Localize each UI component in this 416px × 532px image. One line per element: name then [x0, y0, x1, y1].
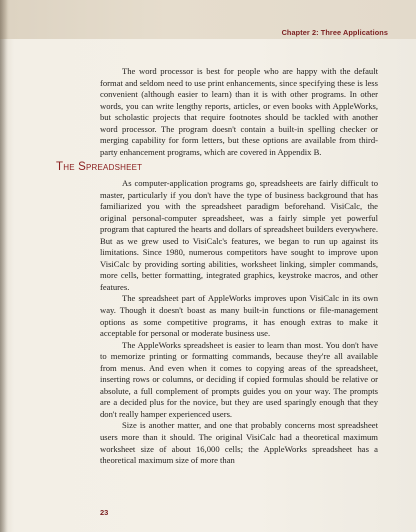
spine-shadow	[0, 0, 8, 532]
body-paragraph: The word processor is best for people who are happy with the default format and seldom need to use print enhancements, since specifying these is less convenient (although easier to learn) than it is with other programs. In other words, you can write lengthy reports, articles, or even books with AppleWorks, but scholastic projects that require footnotes should be tackled with another word processor. The program doesn't contain a built-in spelling checker or merging capability for form letters, but these options are available from third-party enhancement programs, which are covered in Appendix B.	[100, 66, 378, 157]
intro-text-block	[100, 66, 378, 158]
body-paragraph: Size is another matter, and one that probably concerns most spreadsheet users more than it should. The original VisiCalc had a theoretical maximum worksheet size of about 16,000 cells; the AppleWorks spreadsheet has a theoretical maximum size of more than	[100, 420, 378, 466]
chapter-running-head: Chapter 2: Three Applications	[281, 28, 388, 37]
body-paragraph: The spreadsheet part of AppleWorks improves upon VisiCalc in its own way. Though it doesn't boast as many built-in functions or file-management options as some competitive programs, it has enough extras to make it acceptable for personal or moderate business use.	[100, 293, 378, 339]
section-text-block	[100, 178, 378, 467]
body-paragraph: As computer-application programs go, spreadsheets are fairly difficult to master, particularly if you don't have the type of business background that has familiarized you with the spreadsheet paradigm beforehand. VisiCalc, the original personal-computer spreadsheet, was a fairly simple yet powerful program that captured the hearts and dollars of spreadsheet builders everywhere. But as we grew used to VisiCalc's features, we began to run up against its limitations. Since 1980, numerous competitors have sought to improve upon VisiCalc by providing sorting abilities, worksheet linking, simpler commands, more cells, better formatting, integrated graphics, keystroke macros, and other features.	[100, 178, 378, 292]
page-number: 23	[100, 508, 109, 517]
section-heading: The Spreadsheet	[56, 161, 143, 173]
running-header-bar	[0, 0, 416, 39]
body-paragraph: The AppleWorks spreadsheet is easier to learn than most. You don't have to memorize printing or formatting commands, because they're all available from menus. And even when it comes to copying areas of the spreadsheet, inserting rows or columns, or deciding if copied formulas should be relative or absolute, a full complement of prompts guides you on your way. The prompts are a decided plus for the novice, but they are used sparingly enough that they don't really hamper experienced users.	[100, 339, 378, 419]
